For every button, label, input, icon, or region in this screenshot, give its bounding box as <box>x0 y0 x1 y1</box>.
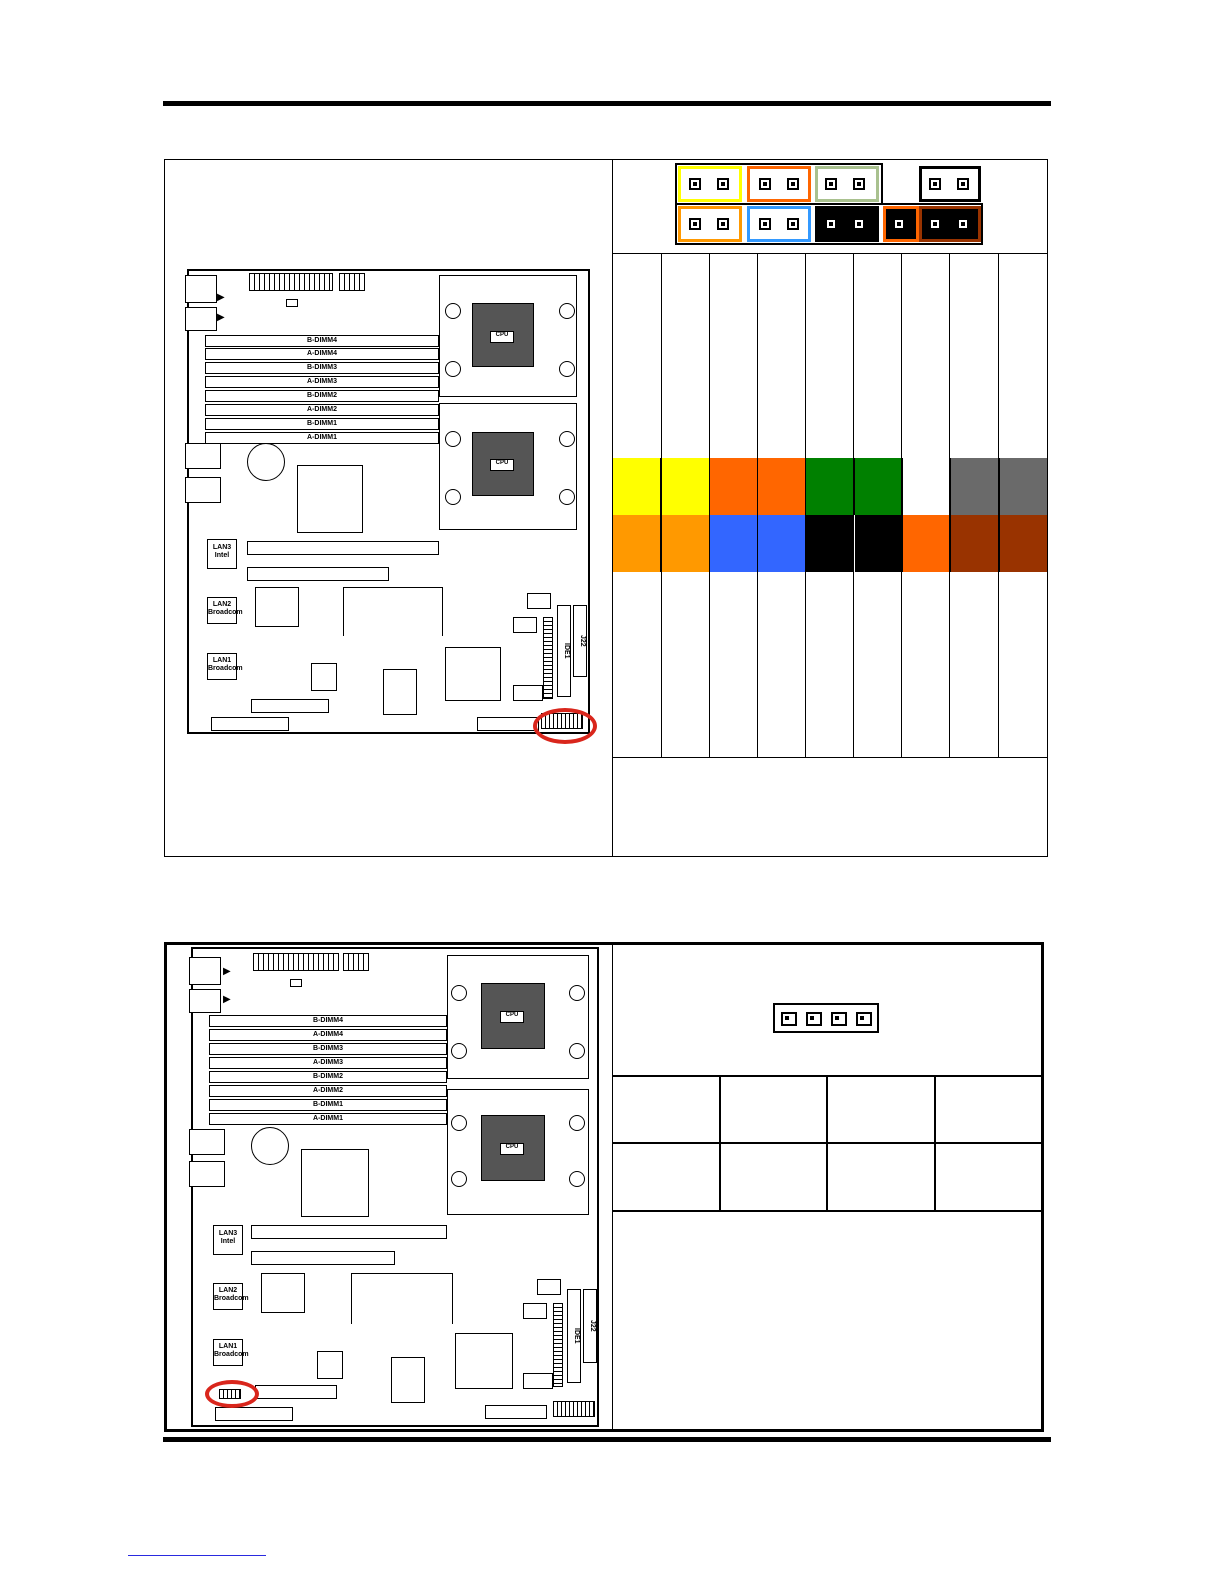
front-panel-header <box>553 1401 595 1417</box>
footer-link-underline[interactable] <box>128 1555 266 1556</box>
color-swatch <box>806 458 854 515</box>
cpu-label-1: CPU <box>500 1011 524 1023</box>
chip-flash <box>383 669 417 715</box>
col-divider <box>805 253 806 758</box>
rear-port-4 <box>189 1161 225 1187</box>
dimm-slot: B-DIMM4 <box>205 335 439 347</box>
mount-hole <box>569 1115 585 1131</box>
dimm-slot: B-DIMM1 <box>209 1099 447 1111</box>
lan3-chip: LAN3 Intel <box>213 1225 243 1255</box>
header-cluster <box>537 1279 561 1295</box>
dimm-slot: B-DIMM3 <box>209 1043 447 1055</box>
pin-icon <box>689 218 701 230</box>
pci-slot-1 <box>247 541 439 555</box>
pci-slot-2 <box>251 1251 395 1265</box>
mount-hole <box>451 1115 467 1131</box>
cpu-label-2: CPU <box>490 459 514 471</box>
mount-hole <box>559 431 575 447</box>
pin-icon <box>717 218 729 230</box>
col-divider <box>661 253 662 758</box>
lan1-chip: LAN1 Broadcom <box>213 1339 243 1366</box>
col-divider <box>719 1075 721 1212</box>
header-cluster <box>527 593 551 609</box>
pin-icon <box>781 1012 797 1026</box>
col-divider <box>853 253 854 758</box>
cpu-label-2: CPU <box>500 1143 524 1155</box>
pin-icon <box>893 218 905 230</box>
4-pin-fan-header-icon <box>773 1003 879 1033</box>
pin-icon <box>825 218 837 230</box>
bottom-rule <box>163 1437 1051 1442</box>
pin-icon <box>856 1012 872 1026</box>
small-jumper <box>286 299 298 307</box>
memory-slot-riser <box>351 1273 453 1324</box>
cmos-battery <box>247 443 285 481</box>
cpu-label-1: CPU <box>490 331 514 343</box>
rear-port-3 <box>185 443 221 469</box>
mount-hole <box>559 489 575 505</box>
color-swatch <box>855 515 903 572</box>
col-divider <box>709 253 710 758</box>
mount-hole <box>559 361 575 377</box>
lan3-chip: LAN3 Intel <box>207 539 237 569</box>
j22-connector: J22 <box>573 605 587 677</box>
col-divider <box>757 253 758 758</box>
pin-icon <box>929 218 941 230</box>
dimm-slot: B-DIMM2 <box>209 1071 447 1083</box>
rear-port-4 <box>185 477 221 503</box>
col-divider <box>998 253 999 758</box>
fan-header-highlight <box>205 1380 259 1408</box>
north-bridge-chip <box>297 465 363 533</box>
arrow-icon: ▶ <box>217 292 225 303</box>
pin-icon <box>787 218 799 230</box>
arrow-icon: ▶ <box>217 312 225 323</box>
pin-icon <box>957 178 969 190</box>
header-small <box>513 685 543 701</box>
pin-icon <box>759 178 771 190</box>
ide1-connector: IDE1 <box>557 605 571 697</box>
bottom-connector-2 <box>477 717 539 731</box>
dimm-slot: A-DIMM4 <box>209 1029 447 1041</box>
pin-icon <box>759 218 771 230</box>
2x10-pin-header-icon <box>673 162 983 244</box>
col-divider <box>826 1075 828 1212</box>
pin-icon <box>806 1012 822 1026</box>
lan1-chip: LAN1 Broadcom <box>207 653 237 680</box>
color-swatch <box>613 458 661 515</box>
pci-slot-1 <box>251 1225 447 1239</box>
color-swatch <box>758 515 806 572</box>
mount-hole <box>569 985 585 1001</box>
bottom-connector <box>211 717 289 731</box>
mount-hole <box>569 1171 585 1187</box>
south-bridge-chip <box>455 1333 513 1389</box>
dimm-slot: A-DIMM1 <box>205 432 439 444</box>
rear-port-2 <box>189 989 221 1013</box>
top-rule <box>163 101 1051 106</box>
atx-power-connector <box>249 273 333 291</box>
chip <box>255 587 299 627</box>
dimm-slot: B-DIMM2 <box>205 390 439 402</box>
pin-icon <box>831 1012 847 1026</box>
dimm-slot: A-DIMM2 <box>209 1085 447 1097</box>
header-top-outline <box>675 163 883 205</box>
color-swatch <box>806 515 854 572</box>
pci-slot-3 <box>255 1385 337 1399</box>
dimm-slot: B-DIMM1 <box>205 418 439 430</box>
j22-connector: J22 <box>583 1289 597 1363</box>
pin-color-row-top <box>613 458 1047 515</box>
mount-hole <box>445 361 461 377</box>
arrow-icon: ▶ <box>223 994 231 1005</box>
mount-hole <box>451 985 467 1001</box>
header-small <box>523 1373 553 1389</box>
ide1-connector: IDE1 <box>567 1289 581 1383</box>
dimm-slot: A-DIMM2 <box>205 404 439 416</box>
dimm-slot: B-DIMM4 <box>209 1015 447 1027</box>
dimm-slot: A-DIMM3 <box>209 1057 447 1069</box>
lan2-chip: LAN2 Broadcom <box>213 1283 243 1310</box>
chip <box>261 1273 305 1313</box>
bottom-connector <box>215 1407 293 1421</box>
aux-power-connector <box>343 953 369 971</box>
pci-slot-2 <box>247 567 389 581</box>
small-jumper <box>290 979 302 987</box>
connector-strip <box>553 1303 563 1387</box>
aux-power-connector <box>339 273 365 291</box>
cmos-battery <box>251 1127 289 1165</box>
chip-small <box>311 663 337 691</box>
mount-hole <box>451 1171 467 1187</box>
pin-icon <box>689 178 701 190</box>
pin-icon <box>787 178 799 190</box>
pin-icon <box>717 178 729 190</box>
dimm-slot: B-DIMM3 <box>205 362 439 374</box>
pin-icon <box>825 178 837 190</box>
dimm-slot: A-DIMM4 <box>205 348 439 360</box>
color-swatch <box>1000 515 1047 572</box>
pin-icon <box>853 178 865 190</box>
color-swatch <box>1000 458 1047 515</box>
color-swatch <box>661 515 709 572</box>
rear-port-3 <box>189 1129 225 1155</box>
col-divider <box>934 1075 936 1212</box>
header-cluster <box>513 617 537 633</box>
mount-hole <box>451 1043 467 1059</box>
pci-slot-3 <box>251 699 329 713</box>
north-bridge-chip <box>301 1149 369 1217</box>
chip-flash <box>391 1357 425 1403</box>
memory-slot-riser <box>343 587 443 636</box>
chip-small <box>317 1351 343 1379</box>
front-panel-header-highlight <box>533 708 597 744</box>
dimm-slot: A-DIMM3 <box>205 376 439 388</box>
atx-power-connector <box>253 953 339 971</box>
connector-strip <box>543 617 553 699</box>
color-swatch <box>951 458 999 515</box>
color-swatch <box>661 458 709 515</box>
mount-hole <box>445 303 461 319</box>
pin-icon <box>929 178 941 190</box>
pin-icon <box>957 218 969 230</box>
header-cluster <box>523 1303 547 1319</box>
pin-color-row-bottom <box>613 515 1047 572</box>
dimm-slot: A-DIMM1 <box>209 1113 447 1125</box>
color-swatch <box>855 458 903 515</box>
arrow-icon: ▶ <box>223 966 231 977</box>
color-swatch <box>613 515 661 572</box>
motherboard-diagram-1 <box>187 269 590 734</box>
mount-hole <box>445 431 461 447</box>
rear-port-1 <box>189 957 221 985</box>
mount-hole <box>445 489 461 505</box>
color-swatch <box>903 515 951 572</box>
color-swatch <box>710 458 758 515</box>
bottom-connector-2 <box>485 1405 547 1419</box>
south-bridge-chip <box>445 647 501 701</box>
mount-hole <box>559 303 575 319</box>
color-swatch <box>951 515 999 572</box>
rear-port-2 <box>185 307 217 331</box>
lan2-chip: LAN2 Broadcom <box>207 597 237 624</box>
col-divider <box>901 253 902 758</box>
color-swatch <box>758 458 806 515</box>
col-divider <box>949 253 950 758</box>
color-swatch <box>903 458 951 515</box>
motherboard-diagram-2 <box>191 947 599 1427</box>
rear-port-1 <box>185 275 217 303</box>
pin-icon <box>853 218 865 230</box>
mount-hole <box>569 1043 585 1059</box>
color-swatch <box>710 515 758 572</box>
